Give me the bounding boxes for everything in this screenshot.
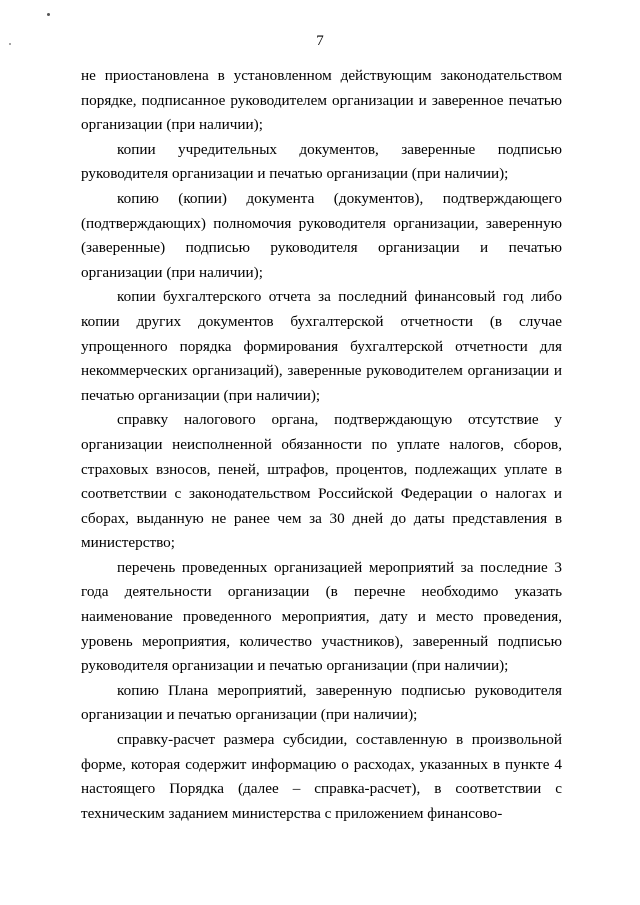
- paragraph-subsidy-calculation: справку-расчет размера субсидии, составленную в произвольной форме, которая содержит информацию о расходах, указанных в пункте 4 настоящего Порядка (далее – справка-расчет), в соответствии с техническим заданием министерства с приложением финансово-: [81, 731, 562, 822]
- paragraph-founding-documents: копии учредительных документов, заверенные подписью руководителя организации и печатью организации (при наличии);: [81, 140, 562, 183]
- page-number: 7: [316, 33, 324, 49]
- paragraph-authority-documents: копию (копии) документа (документов), подтверждающего (подтверждающих) полномочия руководителя организации, заверенную (заверенные) подписью руководителя организации и печатью организации (при наличии);: [81, 189, 562, 281]
- scan-speck: [47, 13, 50, 16]
- paragraph-accounting-report: копии бухгалтерского отчета за последний финансовый год либо копии других документов бухгалтерской отчетности (в случае упрощенного порядка формирования бухгалтерской отчетности для некоммерческих организаций), заверенные руководителем организации и печатью организации (при наличии);: [81, 288, 562, 404]
- paragraph-continuation: не приостановлена в установленном действующим законодательством порядке, подписанное руководителем организации и заверенное печатью организации (при наличии);: [81, 67, 562, 134]
- paragraph-tax-certificate: справку налогового органа, подтверждающую отсутствие у организации неисполненной обязанности по уплате налогов, сборов, страховых взносов, пеней, штрафов, процентов, подлежащих уплате в соответствии с законодательством Российской Федерации о налогах и сборах, выданную не ранее чем за 30 дней до даты представления в министерство;: [81, 411, 562, 552]
- paragraph-events-list: перечень проведенных организацией мероприятий за последние 3 года деятельности организации (в перечне необходимо указать наименование проведенного мероприятия, дату и место проведения, уровень мероприятия, количество участников), заверенный подписью руководителя организации и печатью организации (при наличии);: [81, 558, 562, 675]
- document-body: [81, 64, 562, 826]
- paragraph-events-plan: копию Плана мероприятий, заверенную подписью руководителя организации и печатью организации (при наличии);: [81, 681, 562, 724]
